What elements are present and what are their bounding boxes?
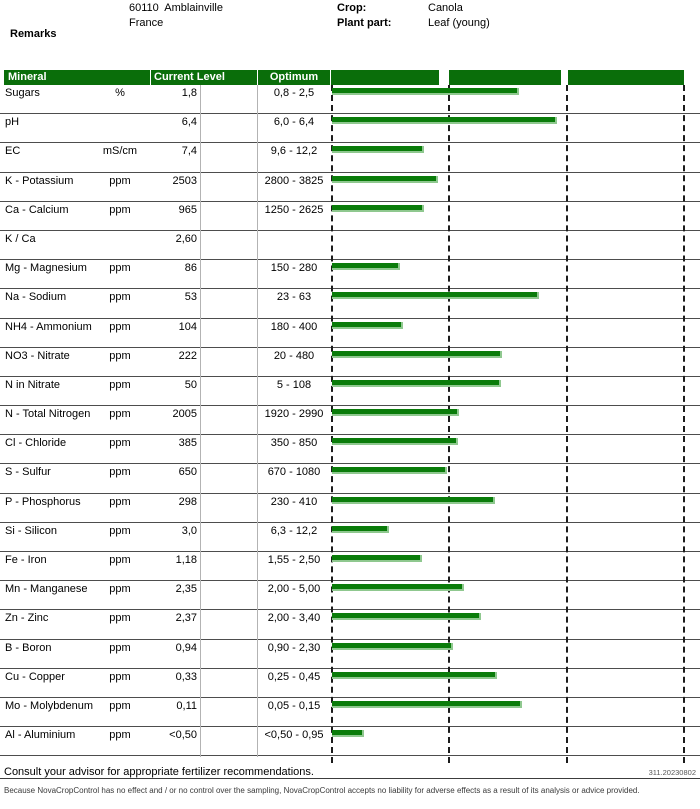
optimum-range: 230 - 410 bbox=[270, 495, 318, 508]
optimum-range: 20 - 480 bbox=[273, 349, 315, 362]
mineral-name: Cu - Copper bbox=[5, 670, 65, 683]
mineral-unit: ppm bbox=[109, 262, 131, 275]
current-level-value: 104 bbox=[178, 320, 197, 333]
mineral-unit: ppm bbox=[109, 203, 131, 216]
mineral-name: N in Nitrate bbox=[5, 378, 61, 391]
current-level-value: 2,37 bbox=[175, 612, 197, 625]
current-level-value: 222 bbox=[178, 349, 197, 362]
mineral-unit: ppm bbox=[109, 699, 131, 712]
level-bar bbox=[332, 409, 459, 416]
mineral-table-body bbox=[0, 85, 700, 756]
level-bar bbox=[332, 176, 438, 183]
mineral-name: Sugars bbox=[5, 87, 40, 99]
optimum-range: 0,25 - 0,45 bbox=[267, 670, 321, 683]
table-row bbox=[0, 669, 700, 698]
mineral-unit: ppm bbox=[109, 378, 131, 391]
liability-disclaimer-text: Because NovaCropControl has no effect and / or no control over the sampling, NovaCropControl accepts no liability for adverse effects as a result of its analysis or advice provided. bbox=[4, 786, 640, 795]
mineral-name: Zn - Zinc bbox=[5, 612, 49, 625]
level-bar bbox=[332, 497, 495, 504]
current-level-value: 2,60 bbox=[175, 232, 197, 245]
optimum-range: 350 - 850 bbox=[270, 437, 318, 450]
table-row bbox=[0, 640, 700, 669]
current-level-value: 7,4 bbox=[181, 145, 197, 158]
mineral-name: Na - Sodium bbox=[5, 291, 67, 304]
plant-part-value: Leaf (young) bbox=[428, 17, 490, 29]
optimum-range: 1920 - 2990 bbox=[264, 408, 324, 421]
level-bar bbox=[332, 584, 464, 591]
mineral-name: S - Sulfur bbox=[5, 466, 51, 479]
optimum-range: 6,0 - 6,4 bbox=[273, 116, 315, 129]
mineral-unit: ppm bbox=[109, 320, 131, 333]
optimum-range: 150 - 280 bbox=[270, 262, 318, 275]
current-level-value: 2005 bbox=[172, 408, 197, 421]
level-bar bbox=[332, 351, 502, 358]
table-row bbox=[0, 173, 700, 202]
mineral-unit: ppm bbox=[109, 495, 131, 508]
table-row bbox=[0, 406, 700, 435]
table-row bbox=[0, 260, 700, 289]
optimum-range: 0,8 - 2,5 bbox=[273, 87, 315, 99]
chart-header-segment-3 bbox=[568, 70, 684, 85]
level-bar bbox=[332, 263, 400, 270]
level-bar bbox=[332, 292, 539, 299]
mineral-name: pH bbox=[5, 116, 20, 129]
table-row bbox=[0, 494, 700, 523]
mineral-name: B - Boron bbox=[5, 641, 52, 654]
chart-header-segment-2 bbox=[449, 70, 561, 85]
optimum-range: 23 - 63 bbox=[276, 291, 312, 304]
mineral-name: NH4 - Ammonium bbox=[5, 320, 92, 333]
current-level-value: 1,8 bbox=[181, 87, 197, 99]
footer-divider-line bbox=[0, 778, 700, 779]
optimum-range: 2,00 - 5,00 bbox=[267, 583, 321, 596]
mineral-name: Fe - Iron bbox=[5, 554, 47, 566]
current-level-value: 298 bbox=[178, 495, 197, 508]
mineral-name: Si - Silicon bbox=[5, 524, 57, 537]
table-row bbox=[0, 610, 700, 639]
table-row bbox=[0, 464, 700, 493]
optimum-range: 2,00 - 3,40 bbox=[267, 612, 321, 625]
mineral-unit: ppm bbox=[109, 291, 131, 304]
mineral-unit: ppm bbox=[109, 641, 131, 654]
table-row bbox=[0, 348, 700, 377]
current-level-value: 2503 bbox=[172, 174, 197, 187]
table-row bbox=[0, 377, 700, 406]
mineral-name: Ca - Calcium bbox=[5, 203, 69, 216]
table-row bbox=[0, 552, 700, 581]
current-level-value: 0,11 bbox=[176, 699, 197, 712]
current-level-value: 0,94 bbox=[175, 641, 197, 654]
level-bar bbox=[332, 117, 557, 124]
current-level-value: 3,0 bbox=[181, 524, 197, 537]
chart-header-segment-1 bbox=[331, 70, 439, 85]
current-level-value: 385 bbox=[178, 437, 197, 450]
level-bar bbox=[332, 438, 458, 445]
optimum-range: 6,3 - 12,2 bbox=[270, 524, 318, 537]
mineral-name: N - Total Nitrogen bbox=[5, 408, 91, 421]
mineral-unit: ppm bbox=[109, 524, 131, 537]
current-level-value: 2,35 bbox=[175, 583, 197, 596]
mineral-unit: ppm bbox=[109, 437, 131, 450]
level-bar bbox=[332, 205, 424, 212]
mineral-name: K - Potassium bbox=[5, 174, 74, 187]
remarks-label: Remarks bbox=[10, 28, 57, 40]
level-bar bbox=[332, 322, 403, 329]
optimum-range: 1,55 - 2,50 bbox=[267, 554, 321, 566]
level-bar bbox=[332, 467, 447, 474]
optimum-range: <0,50 - 0,95 bbox=[264, 729, 324, 742]
mineral-name: Al - Aluminium bbox=[5, 729, 76, 742]
mineral-unit: ppm bbox=[109, 174, 131, 187]
table-row bbox=[0, 727, 700, 756]
mineral-name: Mn - Manganese bbox=[5, 583, 88, 596]
current-level-value: 50 bbox=[184, 378, 197, 391]
mineral-unit: ppm bbox=[109, 729, 131, 742]
column-header-optimum: Optimum bbox=[258, 70, 330, 85]
current-level-value: 53 bbox=[184, 291, 197, 304]
address-line1: 60110 Amblainville bbox=[129, 2, 223, 14]
optimum-range: 180 - 400 bbox=[270, 320, 318, 333]
table-row bbox=[0, 523, 700, 552]
optimum-range: 5 - 108 bbox=[276, 378, 312, 391]
level-bar bbox=[332, 643, 453, 650]
mineral-unit: % bbox=[115, 87, 125, 99]
table-row bbox=[0, 289, 700, 318]
mineral-unit: ppm bbox=[109, 349, 131, 362]
report-reference-number: 311.20230802 bbox=[648, 768, 696, 777]
level-bar bbox=[332, 380, 501, 387]
table-row bbox=[0, 143, 700, 172]
table-row bbox=[0, 581, 700, 610]
mineral-unit: mS/cm bbox=[102, 145, 138, 158]
current-level-value: 0,33 bbox=[175, 670, 197, 683]
level-bar bbox=[332, 613, 481, 620]
optimum-range: 9,6 - 12,2 bbox=[270, 145, 318, 158]
current-level-value: <0,50 bbox=[169, 729, 197, 742]
consult-advisor-text: Consult your advisor for appropriate fertilizer recommendations. bbox=[4, 766, 314, 778]
mineral-unit: ppm bbox=[109, 583, 131, 596]
current-level-value: 965 bbox=[178, 203, 197, 216]
crop-label: Crop: bbox=[337, 2, 367, 14]
current-level-value: 1,18 bbox=[175, 554, 197, 566]
table-row bbox=[0, 231, 700, 260]
level-bar bbox=[332, 555, 422, 562]
mineral-name: Mg - Magnesium bbox=[5, 262, 87, 275]
mineral-name: P - Phosphorus bbox=[5, 495, 81, 508]
mineral-name: K / Ca bbox=[5, 232, 36, 245]
plant-part-label: Plant part: bbox=[337, 17, 392, 29]
mineral-unit: ppm bbox=[109, 670, 131, 683]
table-row bbox=[0, 435, 700, 464]
optimum-range: 1250 - 2625 bbox=[264, 203, 324, 216]
table-row bbox=[0, 202, 700, 231]
mineral-unit: ppm bbox=[109, 466, 131, 479]
level-bar bbox=[332, 526, 389, 533]
optimum-range: 0,90 - 2,30 bbox=[267, 641, 321, 654]
mineral-unit: ppm bbox=[109, 612, 131, 625]
mineral-unit: ppm bbox=[109, 408, 131, 421]
current-level-value: 650 bbox=[178, 466, 197, 479]
table-row bbox=[0, 114, 700, 143]
column-header-current-level: Current Level bbox=[151, 70, 257, 85]
level-bar bbox=[332, 88, 519, 95]
mineral-name: Mo - Molybdenum bbox=[5, 699, 94, 712]
crop-value: Canola bbox=[428, 2, 463, 14]
table-row bbox=[0, 85, 700, 114]
column-header-mineral: Mineral bbox=[4, 70, 150, 85]
optimum-range: 670 - 1080 bbox=[267, 466, 321, 479]
level-bar bbox=[332, 672, 497, 679]
optimum-range: 2800 - 3825 bbox=[264, 174, 324, 187]
table-row bbox=[0, 698, 700, 727]
address-line2: France bbox=[129, 17, 164, 29]
table-row bbox=[0, 319, 700, 348]
optimum-range: 0,05 - 0,15 bbox=[267, 699, 321, 712]
current-level-value: 86 bbox=[184, 262, 197, 275]
current-level-value: 6,4 bbox=[181, 116, 197, 129]
mineral-unit: ppm bbox=[109, 554, 131, 566]
level-bar bbox=[332, 701, 522, 708]
level-bar bbox=[332, 146, 424, 153]
mineral-name: Cl - Chloride bbox=[5, 437, 67, 450]
mineral-name: EC bbox=[5, 145, 21, 158]
level-bar bbox=[332, 730, 364, 737]
mineral-name: NO3 - Nitrate bbox=[5, 349, 70, 362]
